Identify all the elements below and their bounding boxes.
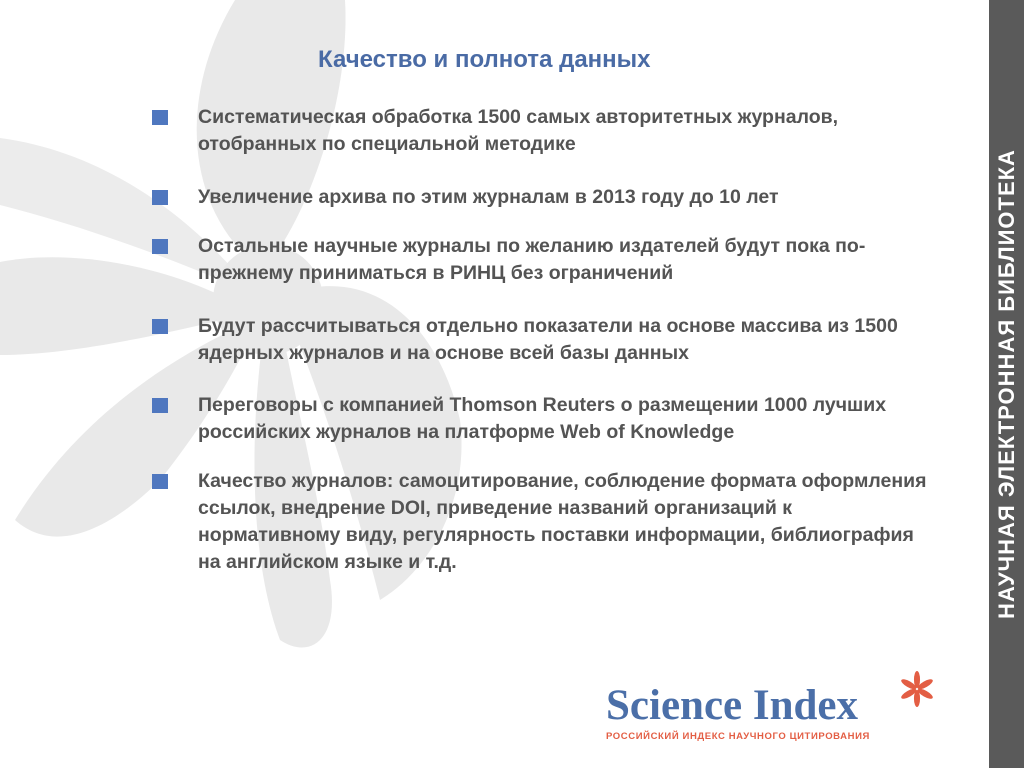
asterisk-star-icon xyxy=(898,670,936,708)
list-item xyxy=(150,313,930,367)
bullet-text: Качество журналов: самоцитирование, соблюдение формата оформления ссылок, внедрение DOI, приведение названий организаций к нормативному виду, регулярность поставки информации, библиография на английском языке и т.д. xyxy=(198,470,927,573)
science-index-logo xyxy=(606,672,946,752)
square-bullet-icon xyxy=(152,239,168,254)
list-item xyxy=(150,104,930,158)
square-bullet-icon xyxy=(152,110,168,125)
side-band-label: НАУЧНАЯ ЭЛЕКТРОННАЯ БИБЛИОТЕКА xyxy=(993,149,1019,619)
side-band xyxy=(989,0,1024,768)
square-bullet-icon xyxy=(152,398,168,413)
square-bullet-icon xyxy=(152,474,168,489)
bullet-list xyxy=(150,104,930,576)
bullet-text: Остальные научные журналы по желанию издателей будут пока по-прежнему приниматься в РИНЦ без ограничений xyxy=(198,235,866,284)
square-bullet-icon xyxy=(152,190,168,205)
logo-title: Science Index xyxy=(606,682,859,729)
bullet-text: Увеличение архива по этим журналам в 2013 году до 10 лет xyxy=(198,186,779,208)
list-item xyxy=(150,392,930,446)
bullet-text: Переговоры с компанией Thomson Reuters о размещении 1000 лучших российских журналов на платформе Web of Knowledge xyxy=(198,394,887,443)
logo-subtitle: РОССИЙСКИЙ ИНДЕКС НАУЧНОГО ЦИТИРОВАНИЯ xyxy=(606,731,870,742)
slide-title: Качество и полнота данных xyxy=(318,46,651,73)
bullet-text: Систематическая обработка 1500 самых авторитетных журналов, отобранных по специальной методике xyxy=(198,106,839,155)
bullet-text: Будут рассчитываться отдельно показатели на основе массива из 1500 ядерных журналов и на основе всей базы данных xyxy=(198,315,898,364)
square-bullet-icon xyxy=(152,319,168,334)
list-item xyxy=(150,468,930,576)
list-item xyxy=(150,184,930,211)
list-item xyxy=(150,233,930,287)
